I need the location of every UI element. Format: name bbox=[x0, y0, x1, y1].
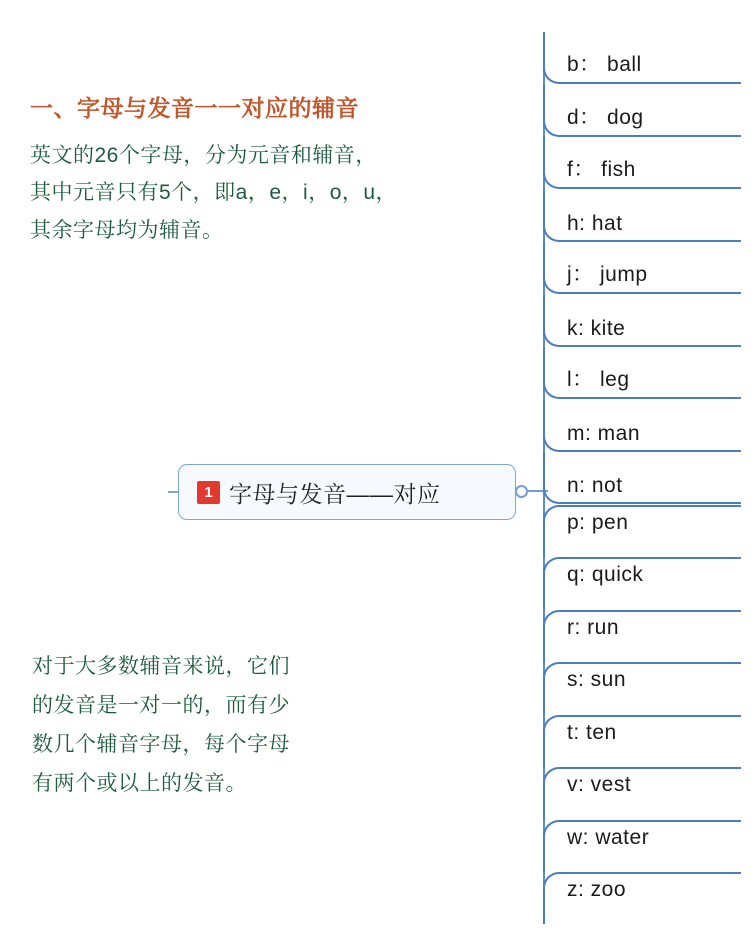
branch-label: t: ten bbox=[567, 720, 617, 744]
branch-item[interactable] bbox=[543, 400, 741, 452]
branch-item[interactable] bbox=[543, 767, 741, 819]
intro-line: 其中元音只有5个，即a，e，i，o，u， bbox=[30, 181, 398, 205]
branch-label: d： dog bbox=[567, 105, 644, 129]
branch-label: h: hat bbox=[567, 211, 623, 235]
branch-item[interactable] bbox=[543, 242, 741, 294]
branch-label: p: pen bbox=[567, 510, 629, 534]
branch-label: q: quick bbox=[567, 563, 644, 586]
branch-item[interactable] bbox=[543, 452, 741, 504]
branch-label: w: water bbox=[567, 825, 650, 849]
branch-label: v: vest bbox=[567, 773, 632, 796]
central-node[interactable] bbox=[178, 464, 516, 520]
note-line: 对于大多数辅音来说，它们 bbox=[32, 655, 290, 678]
branch-label: r: run bbox=[567, 615, 620, 639]
branch-item[interactable] bbox=[543, 137, 741, 189]
branch-label: k: kite bbox=[567, 316, 626, 340]
branch-item[interactable] bbox=[543, 872, 741, 924]
branch-item[interactable] bbox=[543, 190, 741, 242]
branch-item[interactable] bbox=[543, 295, 741, 347]
note-line: 数几个辅音字母，每个字母 bbox=[32, 732, 290, 756]
branch-item[interactable] bbox=[543, 662, 741, 714]
note-line: 的发音是一对一的，而有少 bbox=[32, 693, 290, 717]
branch-label: f： fish bbox=[567, 158, 636, 181]
branch-item[interactable] bbox=[543, 820, 741, 872]
branch-label: s: sun bbox=[567, 668, 627, 691]
branch-item[interactable] bbox=[543, 557, 741, 609]
intro-line: 其余字母均为辅音。 bbox=[30, 218, 224, 242]
branch-label: b： ball bbox=[567, 53, 642, 76]
note-line: 有两个或以上的发音。 bbox=[32, 771, 247, 795]
branch-item[interactable] bbox=[543, 715, 741, 767]
branch-label: z: zoo bbox=[567, 878, 627, 901]
branch-item[interactable] bbox=[543, 32, 741, 84]
left-text-column bbox=[30, 90, 530, 249]
branch-list bbox=[543, 24, 743, 922]
branch-item[interactable] bbox=[543, 347, 741, 399]
intro-paragraph bbox=[30, 137, 530, 249]
central-node-label: 字母与发音——对应 bbox=[229, 480, 441, 507]
branch-label: m: man bbox=[567, 421, 641, 445]
section-heading: 一、字母与发音一一对应的辅音 bbox=[30, 95, 359, 121]
note-paragraph bbox=[32, 648, 432, 803]
node-collapse-toggle-icon[interactable] bbox=[515, 485, 528, 498]
branch-item[interactable] bbox=[543, 610, 741, 662]
branch-label: n: not bbox=[567, 474, 623, 497]
branch-item[interactable] bbox=[543, 85, 741, 137]
branch-item[interactable] bbox=[543, 505, 741, 557]
branch-label: j： jump bbox=[567, 263, 648, 286]
intro-line: 英文的26个字母，分为元音和辅音， bbox=[30, 144, 377, 167]
node-index-badge: 1 bbox=[197, 481, 220, 504]
branch-label: l： leg bbox=[567, 368, 630, 391]
